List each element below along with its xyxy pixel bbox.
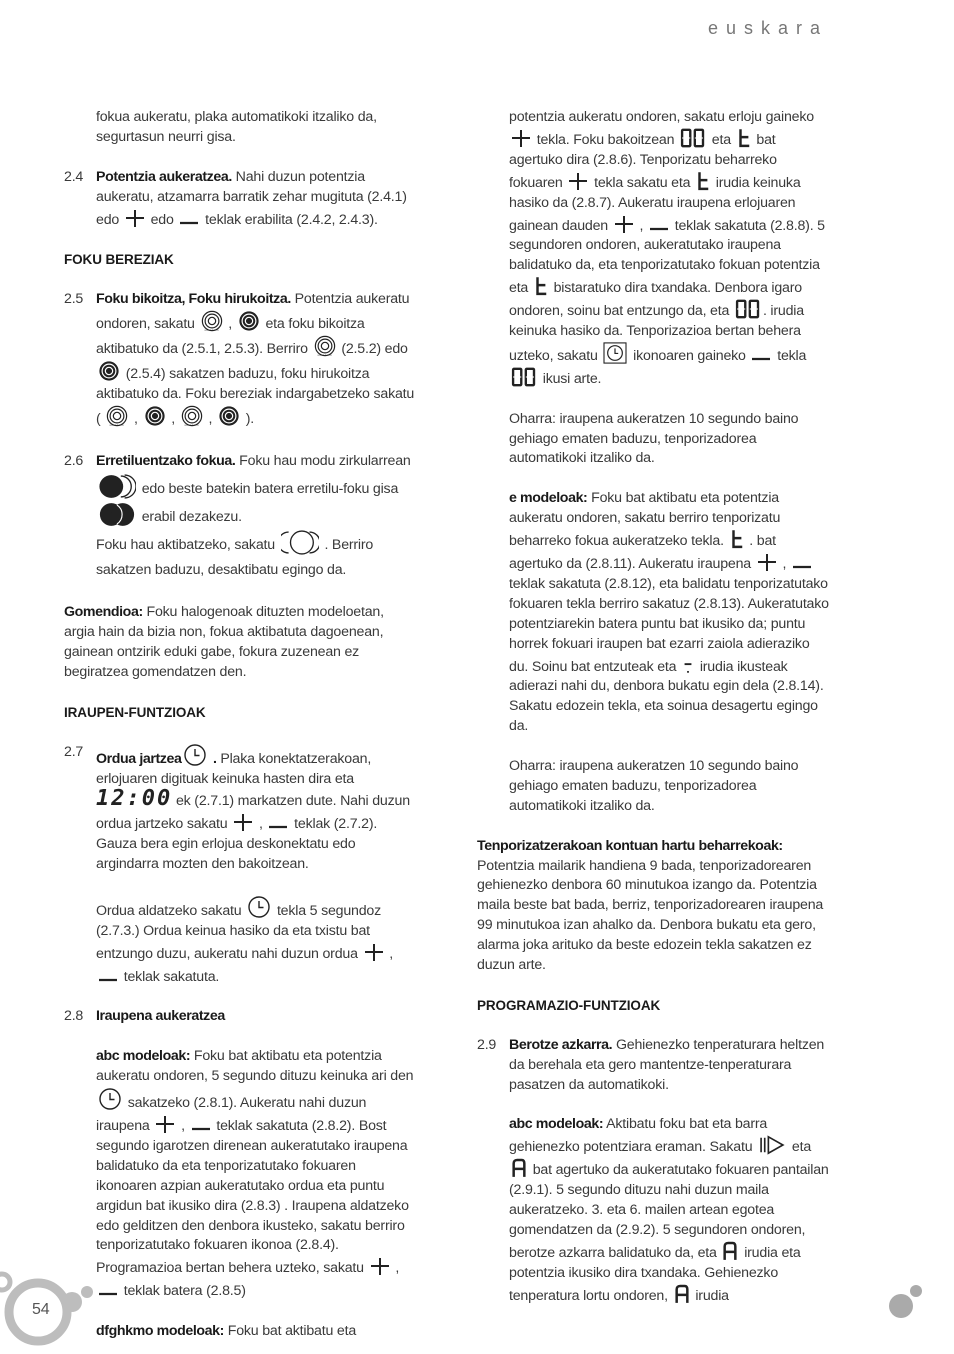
section-number: 2.5: [64, 291, 84, 308]
intro-paragraph: fokua aukeratu, plaka automatikoki itzaliko da, segurtasun neurri gisa.: [96, 109, 377, 145]
clock-digits: 12:00: [96, 786, 173, 812]
section-number: 2.4: [64, 168, 84, 185]
abc-models-label: abc modeloak:: [96, 1048, 191, 1065]
minus-icon: [98, 1279, 118, 1299]
timer-t-icon: [730, 529, 744, 549]
display-00-icon: [680, 128, 706, 148]
section-2-6: 2.6 Erretiluentzako fokua. Foku hau modu zirkularrean edo beste batekin batera erretilu-foku gisa erabil dezakezu. Foku hau aktibatzeko, sakatu . Berriro sakatzen baduzu, desaktibatu egingo da.: [64, 449, 416, 583]
gomendioa-paragraph: Gomendioa: Foku halogenoak dituzten modeloetan, argia hain da bizia non, fokua aktibatuta dagoenean, gainean ontzirik eduki gabe, fokura zuzenean ez begiratzea gomendatzen den.: [64, 604, 384, 681]
clock-key-icon: [603, 342, 627, 364]
page-number: 54: [32, 1301, 50, 1318]
heading-programazio-funtzioak: PROGRAMAZIO-FUNTZIOAK: [477, 997, 661, 1013]
minus-icon: [649, 214, 669, 234]
section-title: Ordua jartzea: [96, 750, 182, 767]
solid-ring-icon: [218, 405, 240, 427]
section-title: Berotze azkarra.: [509, 1036, 613, 1053]
section-title: Iraupena aukeratzea: [96, 1008, 225, 1025]
display-00-icon: [511, 367, 537, 387]
decorative-circles-right: [880, 1280, 930, 1326]
left-column: [64, 108, 416, 1342]
oval-zone-outline-icon: [281, 530, 319, 555]
section-2-5: 2.5 Foku bikoitza, Foku hirukoitza. Potentzia aukeratu ondoren, sakatu , eta foku bikoitza aktibatuko da (2.5.1, 2.5.3). Berriro (2.5.2) edo (2.5.4) sakatzen baduzu, foku hirukoitza aktibatuko da. Foku bereziak indargabetzeko sakatu ( , , , ).: [64, 291, 415, 427]
section-title: Erretiluentzako fokua.: [96, 453, 236, 470]
plus-icon: [757, 552, 777, 572]
timer-t-icon: [696, 171, 710, 191]
note-paragraph: Oharra: iraupena aukeratzen 10 segundo baino gehiago ematen baduzu, tenporizadorea automatikoki itzaliko da.: [509, 758, 799, 814]
double-ring-icon: [106, 405, 128, 427]
heading-foku-bereziak: FOKU BEREZIAK: [64, 252, 174, 268]
plus-icon: [155, 1114, 175, 1134]
oval-zone-icon: [98, 474, 136, 499]
clock-icon: [247, 895, 271, 919]
minus-icon: [751, 344, 771, 364]
minus-icon: [191, 1114, 211, 1134]
plus-icon: [364, 942, 384, 962]
timer-t-icon: [534, 276, 548, 296]
solid-ring-icon: [238, 310, 260, 332]
decorative-circles-left: [0, 1268, 100, 1354]
solid-ring-icon: [98, 360, 120, 382]
plus-icon: [370, 1256, 390, 1276]
section-title: Potentzia aukeratzea.: [96, 168, 232, 185]
plus-icon: [614, 214, 634, 234]
double-ring-icon: [314, 335, 336, 357]
section-title: Foku bikoitza, Foku hirukoitza.: [96, 291, 291, 308]
abc-models-label: abc modeloak:: [509, 1116, 604, 1133]
combined-zone-icon: [98, 502, 136, 527]
dash-dot-icon: [682, 655, 694, 675]
section-number: 2.7: [64, 743, 84, 760]
timer-t-icon: [737, 128, 751, 148]
timer-considerations-paragraph: Tenporizatzerakoan kontuan hartu beharrekoak: Potentzia mailarik handiena 9 bada, tenporizadorearen gehienezko denbora 60 minutukoa izango da. Potentzia maila beste bat bada, berriz, tenporizadorearen iraupena 99 minutukoa izan ahalko da. Denbora bukatu eta gero, alarma joka arituko da beste edozein tekla sakatzen ez duzun arte.: [477, 837, 824, 974]
boost-a-icon: [722, 1241, 738, 1261]
header-language: euskara: [707, 18, 828, 38]
section-number: 2.8: [64, 1008, 84, 1025]
clock-icon: [183, 743, 207, 767]
section-2-9: 2.9 Berotze azkarra. Gehienezko tenperaturara heltzen da berehala eta gero mantentze-tenperaturara pasatzen da automatikoki. abc modeloak: Aktibatu foku bat eta barra gehienezko potentziara eraman. Sakatu eta bat agertuko da aukeratutako fokuaren pantailan (2.9.1). 5 segundo dituzu nahi duzun maila aukeratzeko. 3. eta 6. mailen artean egotea gomendatzen da (2.9.2). 5 segundoren ondoren, berotze azkarra balidatuko da, eta irudia eta potentzia ikusiko dira txandaka. Gehienezko tenperatura lortu ondoren, irudia: [477, 1036, 829, 1304]
plus-icon: [233, 812, 253, 832]
heading-iraupen-funtzioak: IRAUPEN-FUNTZIOAK: [64, 704, 206, 720]
dfghkmo-models-label: dfghkmo modeloak:: [96, 1323, 224, 1340]
plus-icon: [125, 208, 145, 228]
boost-a-icon: [511, 1158, 527, 1178]
e-models-paragraph: e modeloak: Foku bat aktibatu eta potentzia aukeratu ondoren, sakatu berriro tenporizatu beharreko fokua aukeratzeko tekla. . bat agertuko da (2.8.11). Aukeratu iraupena , teklak sakatuta (2.8.12), eta balidatu tenporizatutako fokuaren tekla berriro sakatuz (2.8.13). Aukeratutako potentziarekin batera puntu bat ikusiko da; puntu horrek fokuari iraupen bat ezarri zaiola adieraziko du. Soinu bat entzuteak eta irudia ikusteak adierazi nahi du, denbora bukatu egin dela (2.8.14). Sakatu edozein tekla, eta soinua desagertu egingo da.: [509, 490, 829, 735]
minus-icon: [98, 965, 118, 985]
section-number: 2.9: [477, 1036, 497, 1053]
section-2-7: 2.7 Ordua jartzea . Plaka konektatzerakoan, erlojuaren digituak keinuka hasten dira eta 12:00 ek (2.7.1) markatzen dute. Nahi duzun ordua jartzeko sakatu , teklak (2.7.2). Gauza bera egin erlojua deskonektatu edo argindarra mozten den bakoitzean. Ordua aldatzeko sakatu tekla 5 segundoz (2.7.3.) Ordua keinua hasiko da eta txistu bat entzungo duzu, aukeratu nahi duzun ordua , teklak sakatuta.: [64, 743, 410, 985]
minus-icon: [179, 208, 199, 228]
section-2-4: 2.4 Potentzia aukeratzea. Nahi duzun potentzia aukeratu, atzamarra barratik zehar mugituta (2.4.1) edo edo teklak erabilita (2.4.2, 2.4.3).: [64, 168, 407, 228]
minus-icon: [268, 812, 288, 832]
section-number: 2.6: [64, 453, 84, 470]
note-paragraph: Oharra: iraupena aukeratzen 10 segundo baino gehiago ematen baduzu, tenporizadorea automatikoki itzaliko da.: [509, 410, 799, 467]
section-2-8: 2.8 Iraupena aukeratzea abc modeloak: Foku bat aktibatu eta potentzia aukeratu ondoren, 5 segundo dituzu keinuka ari den sakatzeko (2.8.1). Aukeratu nahi duzun iraupena , teklak sakatuta (2.8.2). Bost segundo igarotzen direnean aukeratutako iraupena balidatuko da eta tenporizatutako fokuaren ikonoaren azpian aukeratutako ordua eta puntu argidun bat ikusiko dira (2.8.3) . Iraupena aldatzeko edo gelditzen den denbora ikusteko, sakatu berriro tenporizatutako fokuaren ikonoa (2.8.4). Programazioa bertan behera uzteko, sakatu , teklak batera (2.8.5) dfghkmo modeloak: Foku bat aktibatu eta: [64, 1008, 414, 1340]
solid-ring-icon: [144, 405, 166, 427]
minus-icon: [792, 552, 812, 572]
plus-icon: [568, 171, 588, 191]
display-00-icon: [735, 299, 761, 319]
boost-a-icon: [674, 1284, 690, 1304]
boost-icon: [758, 1135, 786, 1155]
right-column: [477, 108, 829, 1306]
double-ring-icon: [181, 405, 203, 427]
dfghkmo-continuation: potentzia aukeratu ondoren, sakatu erloju gaineko tekla. Foku bakoitzean eta bat agertuko dira (2.8.6). Tenporizatu beharreko fokuaren tekla sakatu eta irudia keinuka hasiko da (2.8.7). Aukeratu iraupena erlojuaren gainean dauden , teklak sakatuta (2.8.8). 5 segundoren ondoren, aukeratutako iraupena balidatuko da, eta tenporizatutako fokuan potentzia eta bistaratuko dira txandaka. Denbora igaro ondoren, soinu bat entzungo da, eta . irudia keinuka hasiko da. Tenporizazioa bertan behera uzteko, sakatu ikonoaren gaineko tekla ikusi arte.: [509, 109, 825, 387]
double-ring-icon: [201, 310, 223, 332]
clock-icon: [98, 1087, 122, 1111]
plus-icon: [511, 128, 531, 148]
